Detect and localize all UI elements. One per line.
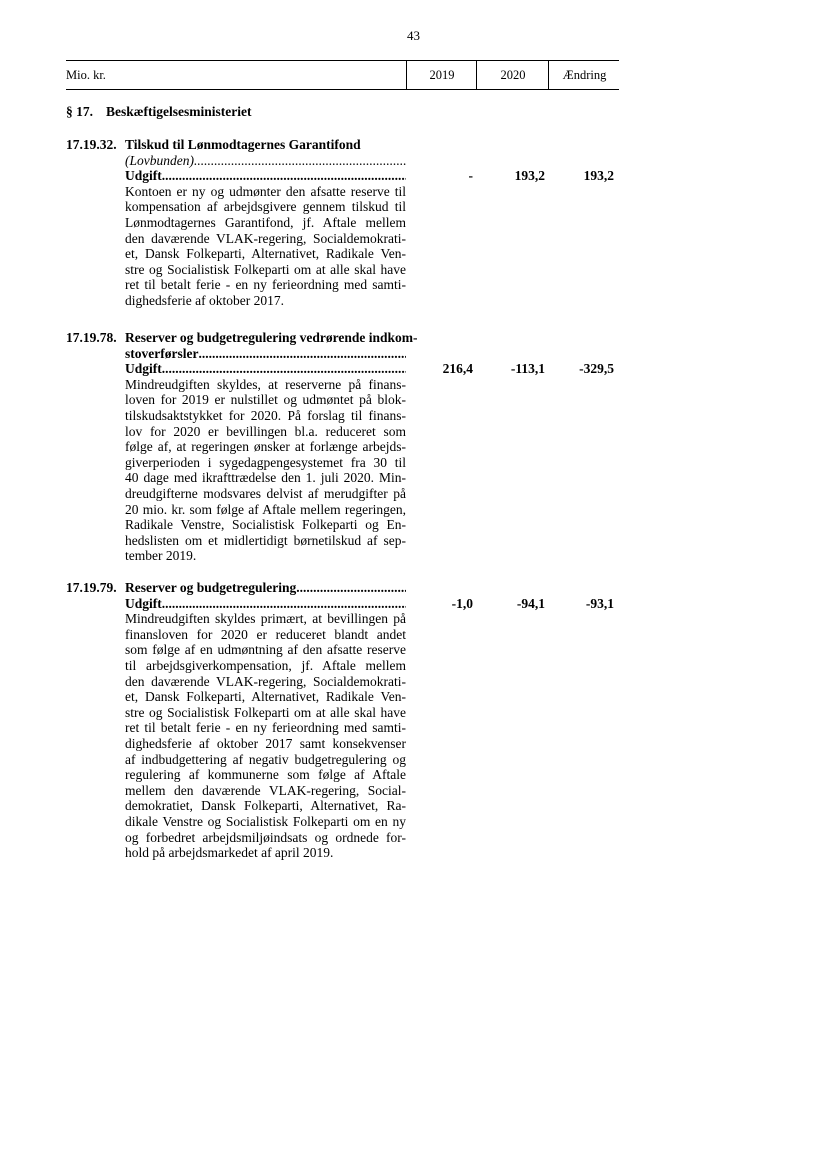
description-line: loven for 2019 er nulstillet og udmøntet på blok-: [125, 392, 406, 408]
value-2019: 216,4: [442, 361, 473, 376]
description-line: Mindreudgiften skyldes primært, at bevillingen på: [125, 611, 406, 627]
description-line: stre og Socialistisk Folkeparti om at alle skal have: [125, 261, 406, 277]
description-line: hedslisten om et midlertidigt børnetilskud af sep-: [125, 532, 406, 548]
expense-label: Udgift: [125, 595, 162, 611]
description-line: et, Dansk Folkeparti, Alternativet, Radikale Ven-: [125, 246, 406, 262]
header-change: Ændring: [548, 61, 620, 89]
description-line: Radikale Venstre, Socialistisk Folkeparti og En-: [125, 517, 406, 533]
account-title: Tilskud til Lønmodtagernes Garantifond: [125, 137, 361, 152]
account-subtitle-line: [125, 153, 406, 169]
entry-body: [125, 137, 406, 309]
value-2019: -: [468, 168, 473, 183]
column-header: [66, 60, 619, 90]
account-code: 17.19.78.: [66, 330, 117, 345]
description-line: ret til betalt ferie - en ny ferieordning med samti-: [125, 720, 406, 736]
entry-description: [125, 184, 406, 309]
account-title: Reserver og budgetregulering vedrørende indkom-: [125, 330, 418, 345]
description-line: dikale Venstre og Socialistisk Folkeparti om en ny: [125, 813, 406, 829]
section-heading: [66, 104, 251, 120]
description-line: mellem den daværende VLAK-regering, Social-: [125, 782, 406, 798]
description-line: dreudgifterne modsvares delvist af merudgifter på: [125, 485, 406, 501]
description-line: tilskudsaktstykket for 2020. På forslag til finans-: [125, 407, 406, 423]
entry-body: [125, 330, 418, 564]
section-number: § 17.: [66, 104, 93, 119]
value-change: -93,1: [585, 595, 614, 611]
account-subtitle: (Lovbunden): [125, 152, 194, 168]
account-title: Reserver og budgetregulering: [125, 580, 297, 595]
page-number: 43: [407, 28, 420, 43]
expense-label: Udgift: [125, 361, 162, 377]
expense-line: [125, 596, 406, 612]
description-line: giverperioden i sygedagpengesystemet fra 30 til: [125, 454, 406, 470]
description-line: demokratiet, Dansk Folkeparti, Alternativet, Ra-: [125, 798, 406, 814]
expense-line: [125, 168, 406, 184]
description-line: den daværende VLAK-regering, Socialdemokrati-: [125, 673, 406, 689]
description-line: Lønmodtagernes Garantifond, jf. Aftale mellem: [125, 214, 406, 230]
entry-description: [125, 611, 406, 861]
header-2020: 2020: [476, 61, 549, 89]
description-line: dighedsferie af oktober 2017 samt konsekvenser: [125, 735, 406, 751]
description-line: og forbedret arbejdsmiljøindsats og ordnede for-: [125, 829, 406, 845]
description-line: den daværende VLAK-regering, Socialdemokrati-: [125, 230, 406, 246]
value-change: 193,2: [583, 168, 614, 183]
description-line: regulering af kommunerne som følge af Aftale: [125, 767, 406, 783]
description-line: stre og Socialistisk Folkeparti om at alle skal have: [125, 704, 406, 720]
entry-17-19-79: [66, 580, 619, 861]
entry-body: [125, 580, 406, 861]
expense-label: Udgift: [125, 168, 162, 184]
expense-line: [125, 361, 406, 377]
header-2019: 2019: [406, 61, 477, 89]
entry-description: [125, 377, 406, 564]
value-2020: 193,2: [514, 168, 545, 183]
value-change: -329,5: [579, 361, 614, 376]
description-line: 40 dage med ikrafttrædelse den 1. juli 2020. Min-: [125, 470, 406, 486]
value-2020: -113,1: [510, 361, 545, 376]
description-line: ret til betalt ferie - en ny ferieordning med samti-: [125, 277, 406, 293]
value-2020: -94,1: [516, 595, 545, 611]
description-line: Kontoen er ny og udmønter den afsatte reserve til: [125, 183, 406, 199]
account-code: 17.19.79.: [66, 580, 117, 595]
entry-17-19-78: [66, 330, 619, 564]
description-line: hold på arbejdsmarkedet af april 2019.: [125, 845, 334, 861]
description-line: finansloven for 2020 er reduceret blandt andet: [125, 626, 406, 642]
header-unit-label: Mio. kr.: [66, 68, 106, 82]
description-line: lov for 2020 er bevillingen bl.a. reduceret som: [125, 423, 406, 439]
entry-17-19-32: [66, 137, 619, 307]
description-line: et, Dansk Folkeparti, Alternativet, Radikale Ven-: [125, 689, 406, 705]
account-title-continued: stoverførsler: [125, 345, 199, 361]
description-line: dighedsferie af oktober 2017.: [125, 292, 284, 308]
description-line: 20 mio. kr. som følge af Aftale mellem regeringen,: [125, 501, 406, 517]
value-2019: -1,0: [451, 595, 473, 611]
description-line: kompensation af arbejdsgivere gennem tilskud til: [125, 199, 406, 215]
account-code: 17.19.32.: [66, 137, 117, 152]
section-title: Beskæftigelsesministeriet: [106, 104, 252, 119]
description-line: af indbudgettering af negativ budgetregulering og: [125, 751, 406, 767]
account-title-continued-line: [125, 346, 406, 362]
account-title-line: [125, 580, 406, 596]
description-line: Mindreudgiften skyldes, at reserverne på finans-: [125, 376, 406, 392]
description-line: tember 2019.: [125, 548, 197, 564]
description-line: til arbejdsgiverkompensation, jf. Aftale mellem: [125, 657, 406, 673]
description-line: som følge af en udmøntning af den afsatte reserve: [125, 642, 406, 658]
description-line: følge af, at regeringen ønsker at forlænge arbejds-: [125, 439, 406, 455]
